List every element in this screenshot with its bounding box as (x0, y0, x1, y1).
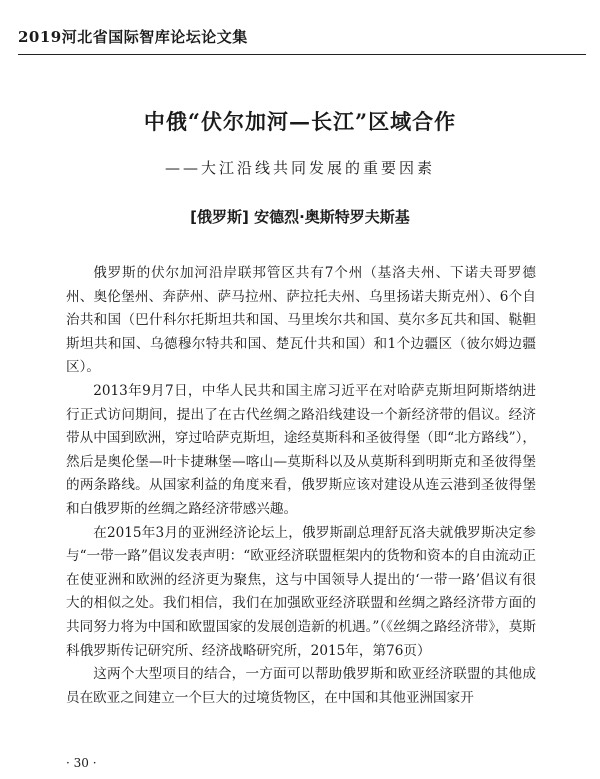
paragraph: 在2015年3月的亚洲经济论坛上，俄罗斯副总理舒瓦洛夫就俄罗斯决定参与“一带一路”倡议发表声明：“欧亚经济联盟框架内的货物和资本的自由流动正在使亚洲和欧洲的经济更为聚焦，这与中国领导人提出的‘一带一路’倡议有很大的相似之处。我们相信，我们在加强欧亚经济联盟和丝绸之路经济带方面的共同努力将为中国和欧盟国家的发展创造新的机遇。”（《丝绸之路经济带》，莫斯科俄罗斯传记研究所、经济战略研究所，2015年，第76页） (66, 524, 536, 659)
article-body (66, 262, 536, 710)
running-header: 2019河北省国际智库论坛论文集 (18, 28, 248, 46)
paragraph: 2013年9月7日，中华人民共和国主席习近平在对哈萨克斯坦阿斯塔纳进行正式访问期间，提出了在古代丝绸之路沿线建设一个新经济带的倡议。经济带从中国到欧洲，穿过哈萨克斯坦，途经莫斯科和圣彼得堡（即“北方路线”），然后是奥伦堡—叶卡捷琳堡—喀山—莫斯科以及从莫斯科到明斯克和圣彼得堡的两条路线。从国家利益的角度来看，俄罗斯应该对建设从连云港到圣彼得堡和白俄罗斯的丝绸之路经济带感兴趣。 (66, 382, 536, 517)
paragraph: 这两个大型项目的结合，一方面可以帮助俄罗斯和欧亚经济联盟的其他成员在欧亚之间建立一个巨大的过境货物区，在中国和其他亚洲国家开 (66, 666, 536, 706)
header-rule (18, 54, 586, 55)
article-subtitle: ——大江沿线共同发展的重要因素 (164, 159, 435, 177)
article-title: 中俄“伏尔加河—长江”区域合作 (143, 109, 457, 134)
author-line: [俄罗斯] 安德烈·奥斯特罗夫斯基 (190, 208, 410, 226)
paragraph: 俄罗斯的伏尔加河沿岸联邦管区共有7个州（基洛夫州、下诺夫哥罗德州、奥伦堡州、奔萨州、萨马拉州、萨拉托夫州、乌里扬诺夫斯克州）、6个自治共和国（巴什科尔托斯坦共和国、马里埃尔共和国、莫尔多瓦共和国、鞑靼斯坦共和国、乌德穆尔特共和国、楚瓦什共和国）和1个边疆区（彼尔姆边疆区）。 (66, 265, 536, 376)
page-number: · 30 · (66, 756, 97, 770)
